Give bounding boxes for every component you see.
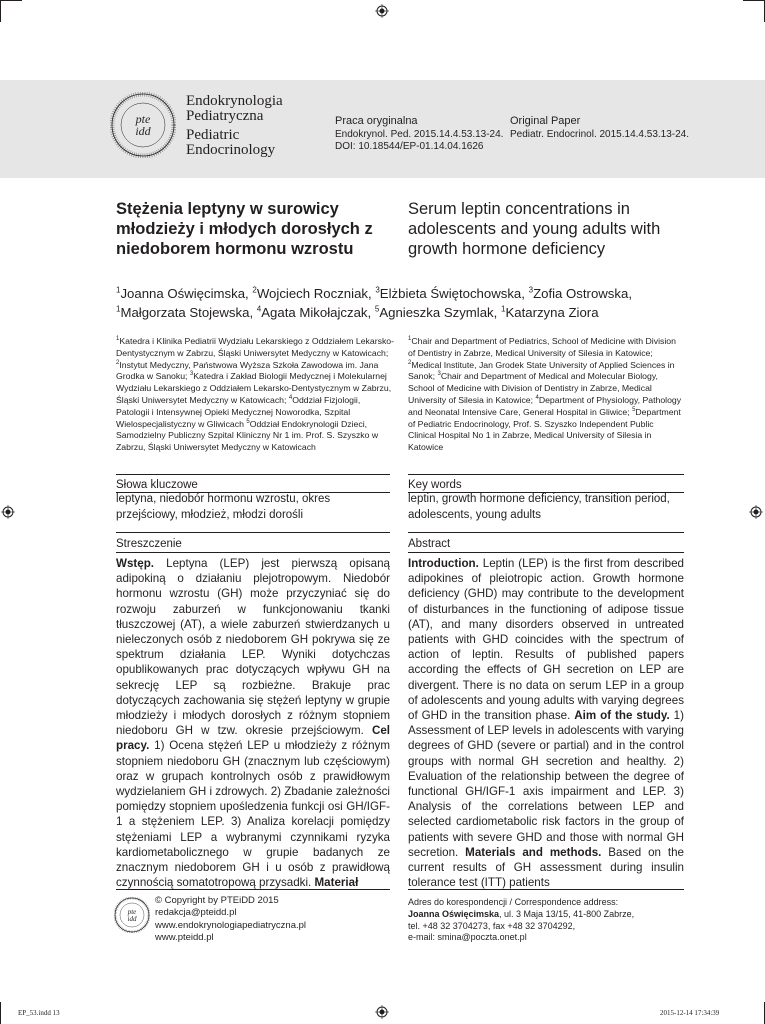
affiliation-pl-superscript: 5: [246, 418, 250, 425]
paper-type-en: [510, 115, 689, 141]
copyright-block: [155, 895, 306, 944]
keywords-pl: leptyna, niedobór hormonu wzrostu, okres przejściowy, młodzież, młodzi dorośli: [116, 493, 331, 521]
footer-datetime: 2015-12-14 17:34:39: [660, 1009, 720, 1017]
abstract-en-section-label: Materials and methods.: [465, 845, 602, 859]
keywords-pl-heading: Słowa kluczowe: [116, 479, 198, 491]
author-superscript: 4: [256, 304, 262, 314]
author-superscript: 1: [116, 285, 121, 295]
author-superscript: 3: [528, 285, 534, 295]
author-item: Wojciech Roczniak,: [256, 286, 376, 301]
affiliation-pl-superscript: 4: [288, 395, 293, 402]
abstract-en-heading: Abstract: [408, 538, 451, 550]
registration-mark-icon: [749, 505, 763, 519]
abstract-en-paragraph: Leptin (LEP) is the first from described adipokines of pleiotropic action. Growth hormone deficiency (GHD) may contribute to the development of disturbances in the functioning of adipose tissue (AT), and many disorders observed in untreated patients with GHD coincides with the spectrum of action of leptin. Results of published papers according the effects of GH secretion on LEP are divergent. There is no data on serum LEP in a group of adolescents and young adults with varying degrees of GHD in the transition phase.: [408, 557, 684, 723]
paper-citation-pl: Endokrynol. Ped. 2015.14.4.53.13-24.: [335, 129, 504, 140]
author-item: Joanna Oświęcimska,: [120, 286, 253, 301]
affiliations-en: [408, 336, 683, 454]
correspondence-address: , ul. 3 Maja 13/15, 41-800 Zabrze,: [499, 908, 635, 919]
publisher-logo-icon: [114, 897, 150, 933]
svg-text:idd: idd: [135, 124, 151, 138]
journal-name-pl-line2: Pediatryczna: [186, 108, 264, 124]
journal-website-link[interactable]: www.endokrynologiapediatryczna.pl: [155, 919, 307, 931]
abstract-en-section-label: Introduction.: [408, 557, 479, 570]
registration-mark-icon: [375, 1005, 389, 1019]
correspondence-label: Adres do korespondencji / Correspondence address:: [408, 897, 619, 907]
registration-mark-icon: [375, 4, 389, 18]
author-superscript: 2: [252, 285, 257, 295]
affiliation-pl-item: Instytut Medyczny, Państwowa Wyższa Szkoła Zawodowa im. Jana Grodka w Sanoku;: [116, 359, 379, 382]
affiliations-pl: [116, 336, 394, 454]
editorial-email-link[interactable]: redakcja@pteidd.pl: [155, 907, 237, 919]
svg-text:idd: idd: [127, 915, 137, 923]
abstract-pl-section-label: Wstęp.: [116, 557, 155, 570]
svg-text:pte: pte: [135, 112, 151, 126]
title-en: Serum leptin concentrations in adolescents and young adults with growth hormone deficiency: [408, 200, 661, 258]
correspondence-email-link[interactable]: e-mail: smina@poczta.onet.pl: [408, 932, 527, 943]
paper-type-pl: [335, 115, 503, 153]
svg-text:pte: pte: [127, 908, 137, 916]
affiliation-en-item: Department of Pediatric Endocrinology, Prof. S. Szyszko Independent Public Clinical Hospital No 1 in Zabrze, Medical University of Silesia in Katowice: [408, 406, 681, 453]
abstract-pl-section-label: Materiał: [314, 876, 359, 890]
author-item: Agnieszka Szymlak,: [379, 305, 501, 320]
author-item: Elżbieta Świętochowska,: [379, 286, 529, 301]
affiliation-pl-item: Oddział Endokrynologii Dzieci, Samodzielny Publiczny Szpital Kliniczny Nr 1 im. Prof. S. Szyszko w Zabrzu, Śląski Uniwersytet Medyczny w Katowicach: [116, 418, 379, 453]
author-superscript: 1: [500, 304, 506, 314]
author-superscript: 3: [375, 285, 380, 295]
author-item: Zofia Ostrowska,: [533, 286, 632, 301]
affiliation-pl-superscript: 3: [189, 371, 194, 378]
abstract-pl-paragraph: 1) Ocena stężeń LEP u młodzieży z różnym stopniem niedoboru GH (znacznym lub częściowym) oraz w grupach kontrolnych osób z prawidłowym wydzielaniem GH i zdrowych. 2) Zbadanie zależności pomiędzy stopniem upośledzenia funkcji osi GH/IGF-1 a stężeniem LEP. 3) Analiza korelacji pomiędzy stężeniami LEP a wybranymi czynnikami ryzyka kardiometabolicznego w grupie badanych ze znacznym niedoborem GH i u osób z prawidłową czynnością somatotropową przysadki.: [116, 739, 390, 890]
author-item: Małgorzata Stojewska,: [120, 305, 257, 320]
paper-type-pl-label: Praca oryginalna: [335, 115, 418, 127]
correspondence-name: Joanna Oświęcimska: [408, 908, 500, 919]
affiliation-en-item: Chair and Department of Pediatrics, School of Medicine with Division of Dentistry in Zabrze, Medical University of Silesia in Katowice;: [408, 336, 676, 358]
paper-type-en-label: Original Paper: [510, 115, 581, 127]
abstract-en-paragraph: Based on the current results of GH assessment during insulin tolerance test (ITT) patients: [408, 845, 684, 890]
author-item: Katarzyna Ziora: [505, 305, 599, 320]
paper-citation-en: Pediatr. Endocrinol. 2015.14.4.53.13-24.: [510, 129, 690, 140]
author-item: Agata Mikołajczak,: [261, 305, 375, 320]
affiliation-en-superscript: 3: [437, 371, 441, 378]
divider: [408, 474, 684, 475]
journal-title: [186, 94, 283, 158]
footer-file: EP_53.indd 13: [18, 1009, 60, 1017]
copyright-text: © Copyright by PTEiDD 2015: [155, 895, 279, 906]
affiliation-en-item: Department of Physiology, Pathology and Neonatal Intensive Care, General Hospital in Gliwice;: [408, 394, 682, 417]
correspondence-phone: tel. +48 32 3704273, fax +48 32 3704292,: [408, 920, 576, 931]
author-list: [116, 284, 696, 322]
affiliation-pl-superscript: 1: [116, 336, 120, 343]
divider: [116, 532, 390, 533]
abstract-pl-section-label: Cel pracy.: [116, 724, 390, 753]
affiliation-en-superscript: 5: [632, 406, 636, 413]
abstract-en-paragraph: 1) Assessment of LEP levels in adolescents with varying degrees of GHD (severe or partial) and in the control groups with normal GH secretion and healthy. 2) Evaluation of the relationship between the degree of functional GH/IGF-1 axis impairment and LEP. 3) Analysis of the correlations between LEP and selected cardiometabolic risk factors in the group of patients with severe GHD and those with normal GH secretion.: [408, 709, 684, 859]
author-superscript: 1: [116, 304, 121, 314]
divider: [408, 552, 684, 553]
divider: [116, 474, 390, 475]
affiliation-en-item: Medical Institute, Jan Grodek State University of Applied Sciences in Sanok;: [408, 359, 675, 382]
title-pl: Stężenia leptyny w surowicy młodzieży i młodych dorosłych z niedoborem hormonu wzrostu: [116, 200, 373, 258]
society-website-link[interactable]: www.pteidd.pl: [155, 931, 214, 943]
affiliation-pl-superscript: 2: [116, 359, 120, 366]
journal-name-pl-line1: Endokrynologia: [186, 93, 283, 109]
affiliation-pl-item: Katedra i Klinika Pediatrii Wydziału Lekarskiego z Oddziałem Lekarsko-Dentystycznym w Zabrzu, Śląski Uniwersytet Medyczny w Katowicach;: [116, 336, 395, 358]
journal-logo-icon: [110, 92, 176, 158]
abstract-en-section-label: Aim of the study.: [574, 709, 670, 723]
journal-name-en-line1: Pediatric: [186, 127, 240, 143]
abstract-pl-paragraph: Leptyna (LEP) jest pierwszą opisaną adipokiną o działaniu plejotropowym. Niedobór hormonu wzrostu (GH) może przyczyniać się do rozwoju zaburzeń w funkcjonowaniu tkanki tłuszczowej (AT), a wiele zaburzeń stwierdzanych u nieleczonych osób z niedoborem GH pokrywa się ze spektrum działania LEP. Wyniki dotychczas opublikowanych prac dotyczących wpływu GH na sekrecję LEP są rozbieżne. Brakuje prac dotyczących zachowania się stężeń leptyny w grupie młodzieży i młodych dorosłych z różnym stopniem niedoboru GH w tzw. okresie przejściowym.: [116, 557, 390, 738]
divider: [116, 889, 390, 890]
affiliation-en-superscript: 1: [408, 336, 412, 343]
journal-name-en-line2: Endocrinology: [186, 142, 276, 158]
author-superscript: 5: [374, 304, 380, 314]
affiliation-pl-item: Katedra i Zakład Biologii Medycznej i Molekularnej Wydziału Lekarskiego z Oddziałem Lekarsko-Dentystycznym w Zabrzu, Śląski Uniwersytet Medyczny w Katowicach;: [116, 371, 392, 405]
affiliation-en-superscript: 4: [535, 395, 539, 402]
registration-mark-icon: [1, 505, 15, 519]
divider: [408, 889, 684, 890]
affiliation-pl-item: Oddział Fizjologii, Patologii i Intensywnej Opieki Medycznej Noworodka, Szpital Wielospecjalistyczny w Gliwicach: [116, 394, 361, 429]
keywords-en-heading: Key words: [408, 479, 462, 491]
keywords-en: leptin, growth hormone deficiency, transition period, adolescents, young adults: [408, 493, 670, 521]
affiliation-en-item: Chair and Department of Medical and Molecular Biology, School of Medicine with Division of Dentistry in Zabrze, Medical University of Silesia in Katowice;: [408, 371, 658, 405]
divider: [408, 532, 684, 533]
abstract-pl-heading: Streszczenie: [116, 538, 182, 550]
paper-doi[interactable]: DOI: 10.18544/EP-01.14.04.1626: [335, 141, 484, 152]
abstract-en-text: [408, 556, 684, 890]
affiliation-en-superscript: 2: [408, 359, 412, 366]
correspondence-block: [408, 897, 634, 944]
divider: [116, 552, 390, 553]
abstract-pl-text: [116, 556, 390, 890]
